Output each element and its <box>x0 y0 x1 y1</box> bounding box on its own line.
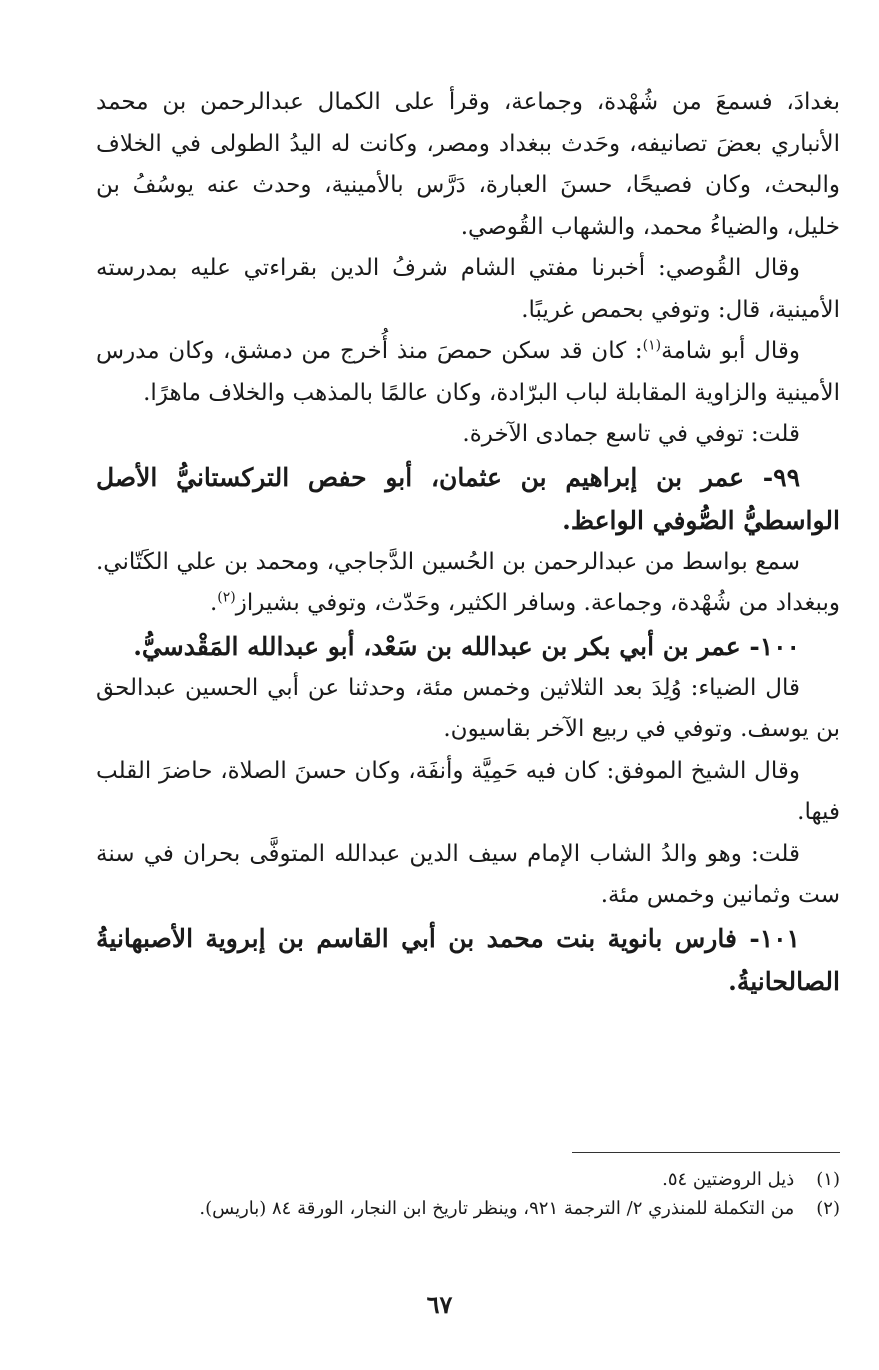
paragraph-text: ٩٩- عمر بن إبراهيم بن عثمان، أبو حفص التركستانيُّ الأصل الواسطيُّ الصُّوفي الواعظ. <box>96 462 840 535</box>
paragraph <box>96 542 840 625</box>
paragraph-text: وقال القُوصي: أخبرنا مفتي الشام شرفُ الدين بقراءتي عليه بمدرسته الأمينية، قال: وتوفي بحمص غريبًا. <box>96 255 840 323</box>
footnote-2 <box>96 1194 840 1223</box>
footnote-number: (٢) <box>816 1198 840 1219</box>
page-number: ٦٧ <box>426 1290 453 1319</box>
footnote-1 <box>96 1165 840 1194</box>
paragraph <box>96 414 840 456</box>
entry-heading <box>96 625 840 668</box>
paragraph <box>96 668 840 751</box>
paragraph-text: ١٠٠- عمر بن أبي بكر بن عبدالله بن سَعْد، أبو عبدالله المَقْدسيُّ. <box>133 631 800 661</box>
entry-heading <box>96 456 840 542</box>
paragraph <box>96 331 840 414</box>
paragraph-text: وقال أبو شامة <box>661 338 800 364</box>
footnote-reference: (٢) <box>217 589 236 606</box>
paragraph <box>96 751 840 834</box>
paragraph-text: قال الضياء: وُلِدَ بعد الثلاثين وخمس مئة، وحدثنا عن أبي الحسين عبدالحق بن يوسف. وتوفي في ربيع الآخر بقاسيون. <box>96 674 840 742</box>
footnotes <box>96 1152 840 1223</box>
paragraph-text: سمع بواسط من عبدالرحمن بن الحُسين الدَّجاجي، ومحمد بن علي الكَتّاني. وببغداد من شُهْدة، وجماعة. وسافر الكثير، وحَدّث، وتوفي بشيراز <box>96 548 840 616</box>
paragraph-text: وقال الشيخ الموفق: كان فيه حَمِيَّة وأنفَة، وكان حسنَ الصلاة، حاضرَ القلب فيها. <box>96 757 840 825</box>
paragraph <box>96 834 840 917</box>
paragraph-text: قلت: وهو والدُ الشاب الإمام سيف الدين عبدالله المتوفَّى بحران في سنة ست وثمانين وخمس مئة. <box>96 840 840 908</box>
paragraph <box>96 248 840 331</box>
page-body <box>96 82 840 1003</box>
footnote-divider <box>572 1152 840 1153</box>
footnote-text: ذيل الروضتين ٥٤. <box>662 1169 795 1190</box>
paragraph <box>96 82 840 248</box>
paragraph-text: ١٠١- فارس بانوية بنت محمد بن أبي القاسم بن إبروية الأصبهانيةُ الصالحانيةُ. <box>96 923 840 996</box>
paragraph-text: بغدادَ، فسمعَ من شُهْدة، وجماعة، وقرأ على الكمال عبدالرحمن بن محمد الأنباري بعضَ تصانيفه، وحَدث ببغداد ومصر، وكانت له اليدُ الطولى في الخلاف والبحث، وكان فصيحًا، حسنَ العبارة، دَرَّس بالأمينية، وحدث عنه يوسُفُ بن خليل، والضياءُ محمد، والشهاب القُوصي. <box>96 89 840 240</box>
footnote-number: (١) <box>816 1169 840 1190</box>
paragraph-text-continued: . <box>209 590 218 616</box>
entry-heading <box>96 917 840 1003</box>
footnote-reference: (١) <box>642 337 662 354</box>
paragraph-text: قلت: توفي في تاسع جمادى الآخرة. <box>462 421 800 447</box>
paragraph-text-continued: : كان قد سكن حمصَ منذ أُخرج من دمشق، وكان مدرس الأمينية والزاوية المقابلة لباب البرّادة، وكان عالمًا بالمذهب والخلاف ماهرًا. <box>96 338 840 406</box>
footnote-text: من التكملة للمنذري ٢/ الترجمة ٩٢١، وينظر تاريخ ابن النجار، الورقة ٨٤ (باريس). <box>199 1198 795 1219</box>
